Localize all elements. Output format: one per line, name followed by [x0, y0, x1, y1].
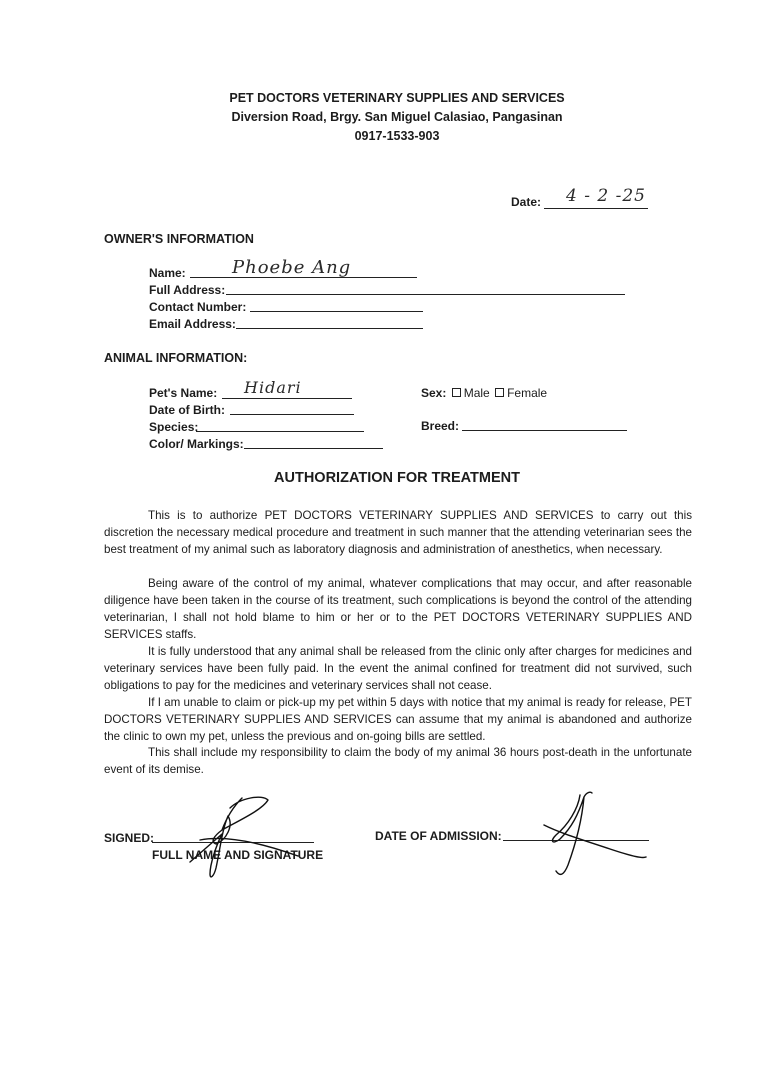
owner-contact-label: Contact Number: [149, 300, 247, 314]
sex-label: Sex: [421, 386, 447, 400]
owner-name-label: Name: [149, 266, 186, 280]
signed-label: SIGNED: [104, 831, 155, 845]
owner-email-line[interactable] [236, 328, 423, 329]
owner-contact-line[interactable] [250, 311, 423, 312]
male-option-label: Male [463, 386, 490, 400]
dob-label: Date of Birth: [149, 403, 225, 417]
breed-label: Breed: [421, 419, 460, 433]
owner-address-label: Full Address: [149, 283, 226, 297]
sex-field [421, 386, 547, 400]
owner-signature-scribble [170, 790, 310, 882]
male-checkbox[interactable] [452, 388, 461, 397]
owner-section-title: OWNER'S INFORMATION [104, 232, 254, 246]
company-phone: 0917-1533-903 [354, 129, 440, 143]
company-name: PET DOCTORS VETERINARY SUPPLIES AND SERVICES [229, 91, 565, 105]
date-line [544, 208, 648, 209]
animal-section-title: ANIMAL INFORMATION: [104, 351, 248, 365]
authorization-title: AUTHORIZATION FOR TREATMENT [274, 470, 520, 486]
species-label: Species: [149, 420, 199, 434]
authorization-paragraph-5: This shall include my responsibility to claim the body of my animal 36 hours post-death in the unfortunate event of its demise. [104, 746, 692, 776]
female-checkbox[interactable] [495, 388, 504, 397]
authorization-paragraph-4: If I am unable to claim or pick-up my pet within 5 days with notice that my animal is ready for release, PET DOCTORS VETERINARY SUPPLIES AND SERVICES can assume that my animal is abandoned and authorize the clinic to own my pet, unless the previous and on-going bills are settled. [104, 696, 692, 743]
color-markings-label: Color/ Markings: [149, 437, 244, 451]
signed-caption: FULL NAME AND SIGNATURE [152, 848, 324, 862]
owner-address-line[interactable] [226, 294, 625, 295]
authorization-paragraph-3: It is fully understood that any animal shall be released from the clinic only after charges for medicines and veterinary services have been fully paid. In the event the animal confined for treatment did not survived, such obligations to pay for the medicines and veterinary services shall not cease. [104, 645, 692, 692]
pet-name-label: Pet's Name: [149, 386, 218, 400]
female-option-label: Female [507, 386, 548, 400]
date-value[interactable]: 4 - 2 -25 [566, 186, 646, 206]
owner-email-label: Email Address: [149, 317, 236, 331]
authorization-paragraph-2: Being aware of the control of my animal, whatever complications that may occur, and after reasonable diligence have been taken in the course of its treatment, such complications is beyond the control of the attending veterinarian, I shall not hold blame to him or her or to the PET DOCTORS VETERINARY SUPPLIES AND SERVICES staffs. [104, 577, 692, 641]
date-label: Date: [511, 195, 542, 209]
authorization-paragraph-1: This is to authorize PET DOCTORS VETERINARY SUPPLIES AND SERVICES to carry out this discretion the necessary medical procedure and treatment in such manner that the attending veterinarian sees the best treatment of my animal such as laboratory diagnosis and administration of anesthetics, when necessary. [104, 509, 692, 556]
admission-label: DATE OF ADMISSION: [375, 829, 502, 843]
owner-name-value[interactable]: Phoebe Ang [232, 257, 352, 278]
breed-line[interactable] [462, 430, 627, 431]
admission-signature-scribble [520, 785, 660, 880]
color-markings-line[interactable] [244, 448, 383, 449]
dob-line[interactable] [230, 414, 354, 415]
company-address: Diversion Road, Brgy. San Miguel Calasiao, Pangasinan [231, 110, 563, 124]
pet-name-line [222, 398, 352, 399]
species-line[interactable] [196, 431, 364, 432]
pet-name-value[interactable]: Hidari [244, 378, 302, 397]
